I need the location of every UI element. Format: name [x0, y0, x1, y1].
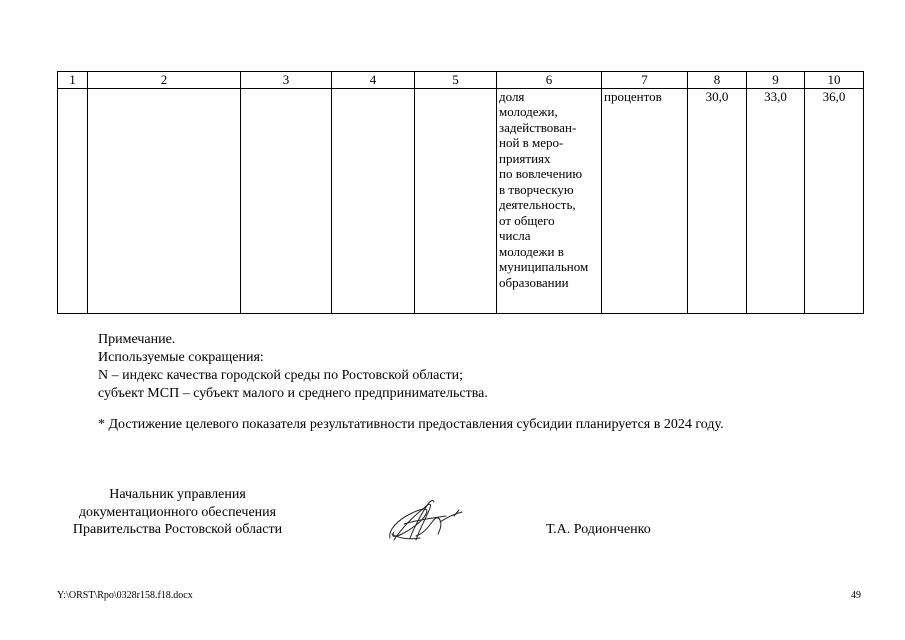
header-cell-3: 3 — [241, 72, 332, 89]
table-header-row — [58, 72, 864, 89]
signatory-name: Т.А. Родионченко — [546, 522, 651, 537]
cell-col-1 — [58, 88, 88, 313]
cell-col-3 — [241, 88, 332, 313]
header-cell-2: 2 — [88, 72, 241, 89]
table-row — [58, 88, 864, 313]
header-cell-9: 9 — [747, 72, 805, 89]
header-cell-7: 7 — [602, 72, 688, 89]
cell-unit: процентов — [602, 88, 688, 313]
header-cell-4: 4 — [332, 72, 415, 89]
indicator-line: молодежи, — [499, 104, 558, 119]
signatory-title-line: Начальник управления — [109, 487, 246, 502]
indicator-line: числа — [499, 228, 531, 243]
indicator-line: деятельность, — [499, 197, 576, 212]
cell-value-col-10: 36,0 — [805, 88, 864, 313]
header-cell-10: 10 — [805, 72, 864, 89]
header-cell-6: 6 — [497, 72, 602, 89]
indicator-line: муниципальном — [499, 259, 589, 274]
data-table — [57, 71, 864, 314]
indicator-line: по вовлечению — [499, 166, 583, 181]
handwritten-signature — [380, 494, 470, 546]
indicator-line: образовании — [499, 274, 569, 290]
indicator-line: доля — [499, 88, 525, 104]
cell-indicator-name — [497, 88, 602, 313]
cell-col-4 — [332, 88, 415, 313]
indicator-line: задействован- — [499, 119, 577, 135]
header-cell-8: 8 — [688, 72, 747, 89]
cell-value-col-9: 33,0 — [747, 88, 805, 313]
note-heading: Примечание. — [98, 332, 176, 347]
file-path: Y:\ORST\Rpo\0328r158.f18.docx — [57, 590, 193, 601]
header-cell-1: 1 — [58, 72, 88, 89]
indicator-line: от общего — [499, 212, 555, 228]
header-cell-5: 5 — [415, 72, 497, 89]
signatory-title — [55, 486, 300, 539]
page-number: 49 — [851, 590, 861, 601]
note-abbreviations-heading: Используемые сокращения: — [98, 350, 264, 365]
signatory-title-line: документационного обеспечения — [78, 504, 277, 520]
note-abbreviation-n: N – индекс качества городской среды по Ростовской области; — [98, 368, 464, 383]
footnote: * Достижение целевого показателя результативности предоставления субсидии планируется в 2024 году. — [98, 417, 724, 432]
cell-value-col-8: 30,0 — [688, 88, 747, 313]
indicator-line: в творческую — [499, 181, 574, 197]
signatory-title-line: Правительства Ростовской области — [72, 522, 283, 537]
indicator-line: приятиях — [499, 150, 551, 166]
cell-col-5 — [415, 88, 497, 313]
note-abbreviation-msp: субъект МСП – субъект малого и среднего предпринимательства. — [98, 386, 488, 401]
cell-col-2 — [88, 88, 241, 313]
notes-block — [98, 331, 488, 403]
indicator-line: молодежи в — [499, 243, 564, 259]
indicator-line: ной в меро- — [499, 135, 564, 150]
